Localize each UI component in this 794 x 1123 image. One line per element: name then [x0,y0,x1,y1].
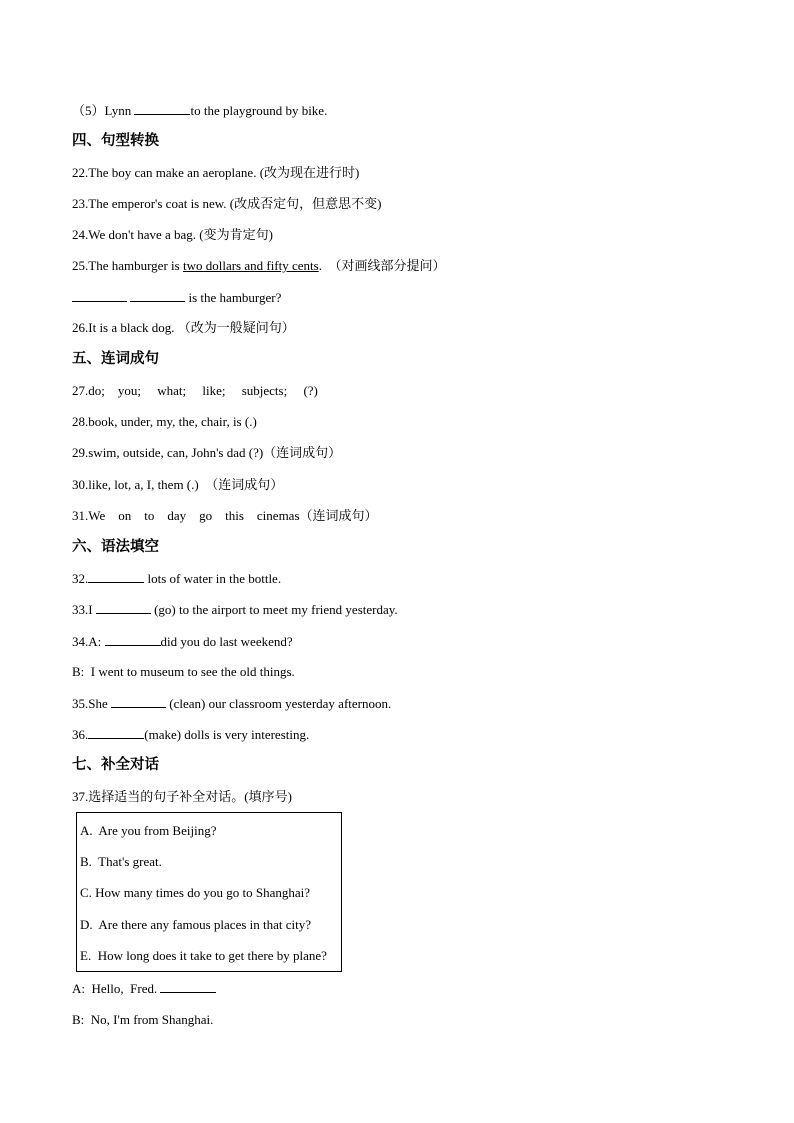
answer-blank[interactable] [96,601,151,614]
question-21-5: （5）Lynn to the playground by bike. [72,103,328,118]
option-d: D. Are there any famous places in that city? [80,917,312,932]
options-box [76,812,342,972]
question-22: 22.The boy can make an aeroplane. (改为现在进行时) [72,165,360,180]
question-34: 34.A: did you do last weekend? [72,634,293,649]
answer-blank[interactable] [130,289,185,302]
option-e: E. How long does it take to get there by plane? [80,948,327,963]
question-35: 35.She (clean) our classroom yesterday afternoon. [72,696,392,711]
question-28: 28.book, under, my, the, chair, is (.) [72,414,257,429]
question-32: 32. lots of water in the bottle. [72,571,282,586]
option-b: B. That's great. [80,854,162,869]
section-heading-6: 六、语法填空 [72,539,159,555]
dialog-line-a: A: Hello, Fred. [72,980,216,997]
question-25: 25.The hamburger is two dollars and fifty cents. （对画线部分提问） [72,258,446,273]
question-34-b: B: I went to museum to see the old things. [72,664,295,679]
question-30: 30.like, lot, a, I, them (.) （连词成句） [72,477,284,492]
question-33: 33.I (go) to the airport to meet my friend yesterday. [72,602,398,617]
option-c: C. How many times do you go to Shanghai? [80,885,311,900]
section-heading-7: 七、补全对话 [72,757,159,773]
answer-blank[interactable] [105,633,161,646]
question-23: 23.The emperor's coat is new. (改成否定句，但意思不变) [72,196,382,211]
answer-blank[interactable] [134,102,190,115]
answer-blank[interactable] [88,570,144,583]
question-27: 27.do; you; what; like; subjects; (?) [72,383,318,398]
answer-blank[interactable] [160,980,216,993]
section-heading-5: 五、连词成句 [72,351,159,367]
answer-blank[interactable] [88,726,144,739]
question-36: 36. (make) dolls is very interesting. [72,727,310,742]
underlined-phrase: two dollars and fifty cents [182,258,319,273]
question-29: 29.swim, outside, can, John's dad (?)（连词成句） [72,445,342,460]
question-31: 31.We on to day go this cinemas（连词成句） [72,508,378,523]
question-24: 24.We don't have a bag. (变为肯定句) [72,227,273,242]
section-heading-4: 四、句型转换 [72,133,159,149]
question-26: 26.It is a black dog. （改为一般疑问句） [72,320,295,335]
question-25-answer: is the hamburger? [72,289,281,306]
question-37: 37.选择适当的句子补全对话。(填序号) [72,789,292,804]
answer-blank[interactable] [111,695,166,708]
dialog-line-b: B: No, I'm from Shanghai. [72,1012,214,1027]
option-a: A. Are you from Beijing? [80,823,217,838]
answer-blank[interactable] [72,289,127,302]
